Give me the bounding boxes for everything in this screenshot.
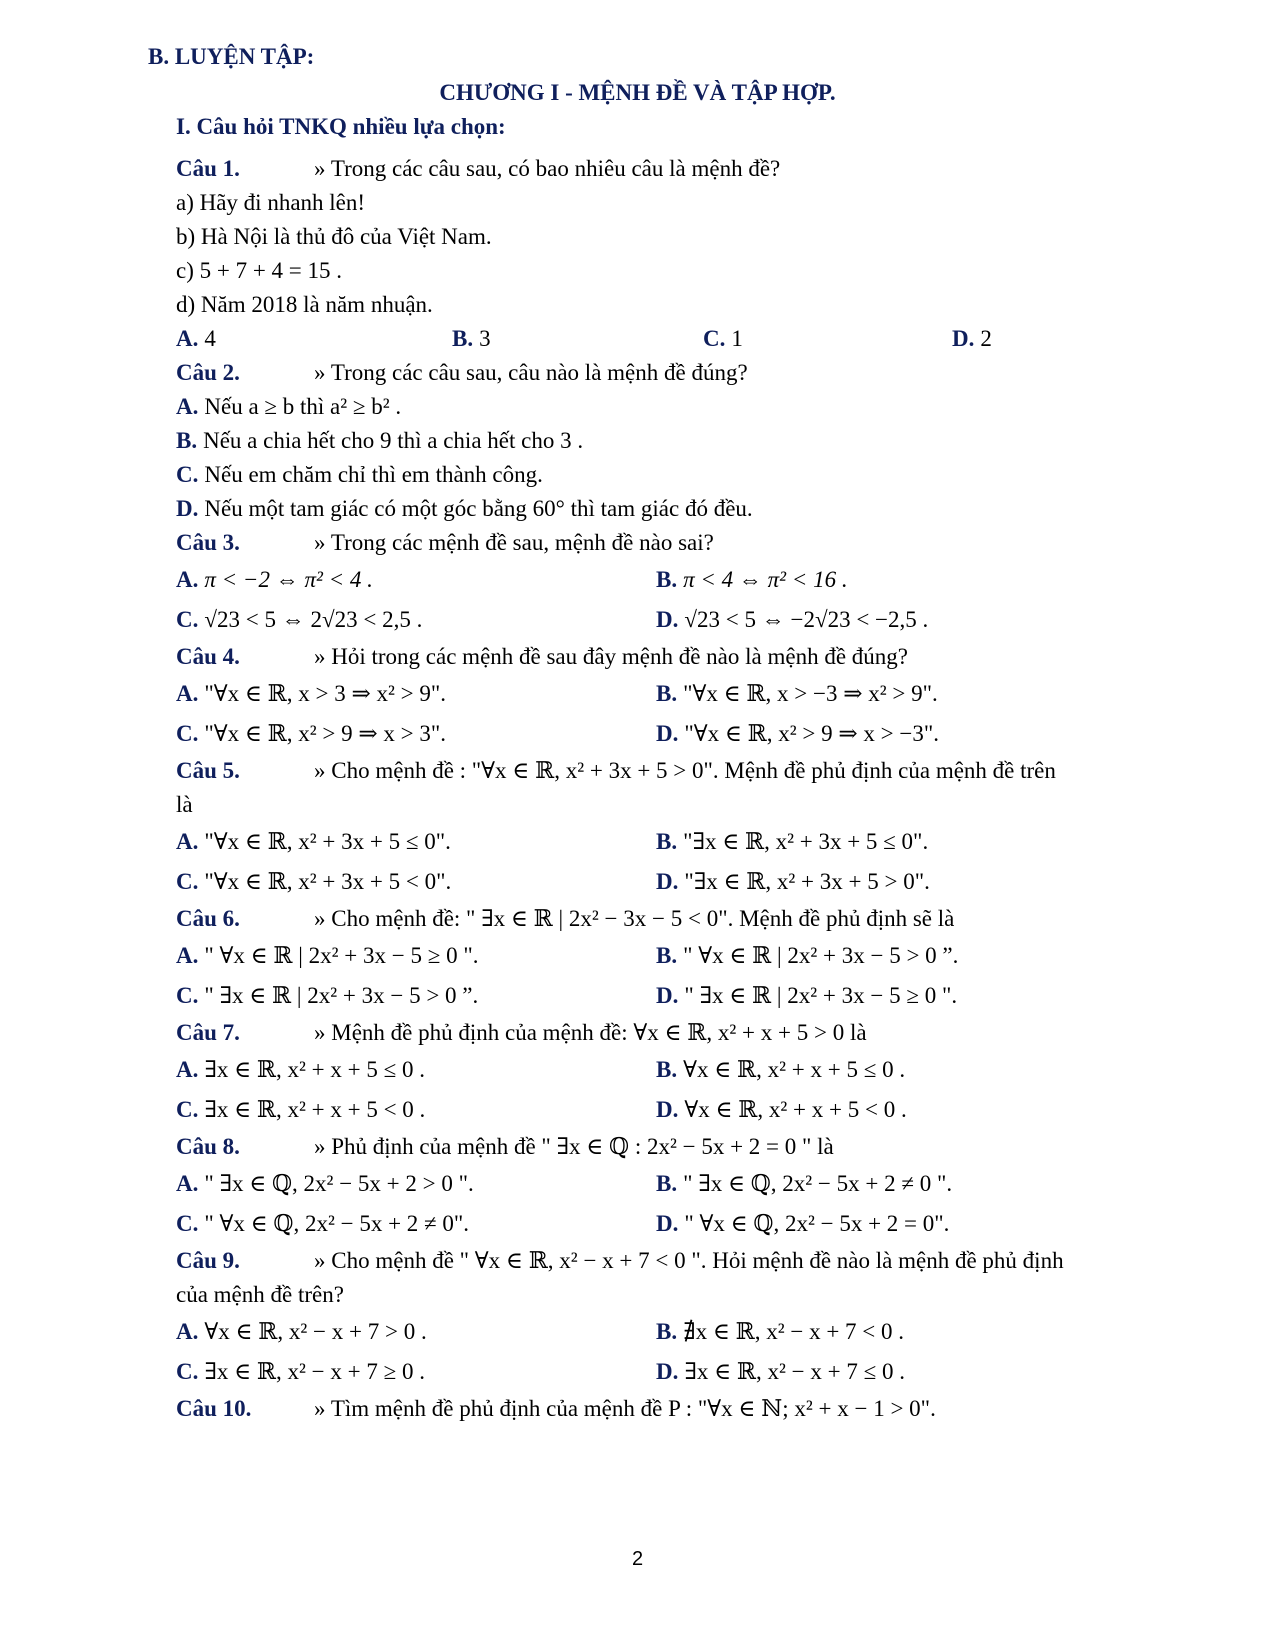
option-b	[656, 1057, 1136, 1083]
option-b	[656, 943, 1136, 969]
option-b	[656, 1171, 1136, 1197]
subsection-title: I. Câu hỏi TNKQ nhiều lựa chọn:	[176, 114, 506, 139]
question-label: Câu 5.	[176, 758, 240, 783]
option-text: " ∀x ∈ ℚ, 2x² − 5x + 2 = 0".	[684, 1211, 950, 1236]
question-3	[176, 526, 1136, 560]
option-label: B.	[176, 428, 198, 453]
option-d	[952, 326, 992, 352]
option-label: D.	[656, 1097, 679, 1122]
question-label: Câu 6.	[176, 906, 240, 931]
option-label: B.	[452, 326, 474, 351]
option-text: ∀x ∈ ℝ, x² + x + 5 ≤ 0 .	[683, 1057, 906, 1082]
option-text: " ∃x ∈ ℝ | 2x² + 3x − 5 ≥ 0 ".	[684, 983, 958, 1008]
question-text: » Tìm mệnh đề phủ định của mệnh đề P : "∀x ∈ ℕ; x² + x − 1 > 0".	[314, 1396, 936, 1421]
option-b	[656, 567, 1136, 593]
option-c	[176, 869, 656, 895]
option-a	[176, 390, 1136, 424]
option-text: "∀x ∈ ℝ, x² > 9 ⇒ x > 3".	[204, 721, 447, 746]
option-label: A.	[176, 829, 199, 854]
option-b	[656, 829, 1136, 855]
option-text: "∃x ∈ ℝ, x² + 3x + 5 > 0".	[684, 869, 930, 894]
option-label: C.	[176, 1097, 199, 1122]
option-text: "∀x ∈ ℝ, x² + 3x + 5 < 0".	[204, 869, 452, 894]
option-text: Nếu một tam giác có một góc bằng 60° thì tam giác đó đều.	[204, 496, 753, 521]
option-label: C.	[176, 721, 199, 746]
question-text: » Trong các câu sau, có bao nhiêu câu là mệnh đề?	[314, 156, 781, 181]
question-text-continuation: là	[176, 792, 193, 817]
option-d	[656, 1359, 1136, 1385]
option-label: D.	[656, 607, 679, 632]
question-10	[176, 1392, 1136, 1426]
option-label: B.	[656, 943, 678, 968]
option-text: 3	[479, 326, 491, 351]
option-label: D.	[952, 326, 975, 351]
question-label: Câu 4.	[176, 644, 240, 669]
question-text-continuation: của mệnh đề trên?	[176, 1282, 344, 1307]
option-label: D.	[656, 1359, 679, 1384]
question-text: » Trong các câu sau, câu nào là mệnh đề đúng?	[314, 360, 748, 385]
question-label: Câu 8.	[176, 1134, 240, 1159]
option-text: π < 4 ⇔ π² < 16 .	[683, 567, 848, 592]
option-label: C.	[176, 869, 199, 894]
option-label: A.	[176, 1319, 199, 1344]
option-d	[656, 1097, 1136, 1123]
option-d	[656, 983, 1136, 1009]
answer-options	[176, 1312, 1136, 1352]
question-5	[176, 754, 1136, 788]
option-d	[176, 492, 1136, 526]
option-text: Nếu a ≥ b thì a² ≥ b² .	[204, 394, 402, 419]
statement: a) Hãy đi nhanh lên!	[176, 190, 366, 215]
question-label: Câu 9.	[176, 1248, 240, 1273]
answer-options	[176, 560, 1136, 600]
option-text: "∀x ∈ ℝ, x > 3 ⇒ x² > 9".	[204, 681, 447, 706]
page-number: 2	[631, 1548, 644, 1570]
question-text: » Trong các mệnh đề sau, mệnh đề nào sai?	[314, 530, 714, 555]
question-list	[176, 152, 1136, 1426]
option-b	[656, 1319, 1136, 1345]
option-c	[176, 983, 656, 1009]
option-label: B.	[656, 681, 678, 706]
option-label: D.	[656, 869, 679, 894]
option-label: C.	[176, 462, 199, 487]
answer-options	[176, 862, 1136, 902]
option-a	[176, 943, 656, 969]
option-label: A.	[176, 394, 199, 419]
answer-options	[176, 976, 1136, 1016]
option-b	[176, 424, 1136, 458]
option-label: C.	[176, 1211, 199, 1236]
option-label: A.	[176, 326, 199, 351]
option-text: ∄x ∈ ℝ, x² − x + 7 < 0 .	[683, 1319, 905, 1344]
option-text: " ∀x ∈ ℝ | 2x² + 3x − 5 ≥ 0 ".	[204, 943, 479, 968]
question-text: » Cho mệnh đề: " ∃x ∈ ℝ | 2x² − 3x − 5 < 0". Mệnh đề phủ định sẽ là	[314, 906, 955, 931]
option-label: B.	[656, 829, 678, 854]
option-label: D.	[656, 1211, 679, 1236]
option-d	[656, 869, 1136, 895]
option-text: "∀x ∈ ℝ, x² > 9 ⇒ x > −3".	[684, 721, 940, 746]
option-label: A.	[176, 681, 199, 706]
answer-options	[176, 822, 1136, 862]
option-label: A.	[176, 943, 199, 968]
option-c	[176, 1359, 656, 1385]
option-c	[703, 326, 952, 352]
option-d	[656, 607, 1136, 633]
option-d	[656, 721, 1136, 747]
option-text: √23 < 5 ⇔ −2√23 < −2,5 .	[684, 607, 929, 632]
option-a	[176, 1319, 656, 1345]
option-label: A.	[176, 1171, 199, 1196]
question-label: Câu 1.	[176, 156, 240, 181]
option-c	[176, 1211, 656, 1237]
option-a	[176, 829, 656, 855]
question-text: » Phủ định của mệnh đề " ∃x ∈ ℚ : 2x² − 5x + 2 = 0 " là	[314, 1134, 834, 1159]
option-text: Nếu em chăm chỉ thì em thành công.	[204, 462, 543, 487]
statement: d) Năm 2018 là năm nhuận.	[176, 292, 433, 317]
option-label: C.	[176, 607, 199, 632]
answer-options	[176, 1352, 1136, 1392]
option-text: " ∀x ∈ ℚ, 2x² − 5x + 2 ≠ 0".	[204, 1211, 470, 1236]
option-c	[176, 458, 1136, 492]
option-text: " ∃x ∈ ℚ, 2x² − 5x + 2 > 0 ".	[204, 1171, 474, 1196]
question-label: Câu 7.	[176, 1020, 240, 1045]
statement: c) 5 + 7 + 4 = 15 .	[176, 258, 343, 283]
option-label: A.	[176, 1057, 199, 1082]
option-text: 2	[980, 326, 992, 351]
answer-options	[176, 1204, 1136, 1244]
option-text: " ∃x ∈ ℚ, 2x² − 5x + 2 ≠ 0 ".	[683, 1171, 953, 1196]
chapter-title: CHƯƠNG I - MỆNH ĐỀ VÀ TẬP HỢP.	[439, 80, 836, 105]
option-label: C.	[176, 983, 199, 1008]
option-label: D.	[176, 496, 199, 521]
question-label: Câu 2.	[176, 360, 240, 385]
option-a	[176, 326, 452, 352]
option-text: " ∃x ∈ ℝ | 2x² + 3x − 5 > 0 ”.	[204, 983, 479, 1008]
option-label: B.	[656, 1057, 678, 1082]
option-text: π < −2 ⇔ π² < 4 .	[204, 567, 373, 592]
option-text: "∃x ∈ ℝ, x² + 3x + 5 ≤ 0".	[683, 829, 929, 854]
answer-options	[176, 1164, 1136, 1204]
option-label: C.	[176, 1359, 199, 1384]
option-a	[176, 567, 656, 593]
option-c	[176, 607, 656, 633]
option-b	[452, 326, 703, 352]
option-label: B.	[656, 1171, 678, 1196]
option-text: 1	[731, 326, 743, 351]
question-1	[176, 152, 1136, 186]
option-text: "∀x ∈ ℝ, x > −3 ⇒ x² > 9".	[683, 681, 938, 706]
answer-options	[176, 714, 1136, 754]
statement: b) Hà Nội là thủ đô của Việt Nam.	[176, 224, 492, 249]
option-b	[656, 681, 1136, 707]
answer-options	[176, 1090, 1136, 1130]
option-c	[176, 1097, 656, 1123]
option-a	[176, 1057, 656, 1083]
answer-options	[176, 936, 1136, 976]
question-text: » Cho mệnh đề : "∀x ∈ ℝ, x² + 3x + 5 > 0". Mệnh đề phủ định của mệnh đề trên	[314, 758, 1056, 783]
question-4	[176, 640, 1136, 674]
option-a	[176, 1171, 656, 1197]
option-text: " ∀x ∈ ℝ | 2x² + 3x − 5 > 0 ”.	[683, 943, 959, 968]
answer-options	[176, 322, 1136, 356]
question-9	[176, 1244, 1136, 1278]
question-label: Câu 10.	[176, 1396, 252, 1421]
question-6	[176, 902, 1136, 936]
option-label: A.	[176, 567, 199, 592]
option-c	[176, 721, 656, 747]
option-label: B.	[656, 1319, 678, 1344]
option-label: C.	[703, 326, 726, 351]
option-text: ∀x ∈ ℝ, x² − x + 7 > 0 .	[204, 1319, 427, 1344]
option-text: 4	[204, 326, 216, 351]
option-text: Nếu a chia hết cho 9 thì a chia hết cho 3 .	[203, 428, 584, 453]
option-d	[656, 1211, 1136, 1237]
option-text: √23 < 5 ⇔ 2√23 < 2,5 .	[204, 607, 423, 632]
option-label: D.	[656, 721, 679, 746]
option-a	[176, 681, 656, 707]
option-text: ∀x ∈ ℝ, x² + x + 5 < 0 .	[684, 1097, 907, 1122]
option-text: ∃x ∈ ℝ, x² − x + 7 ≤ 0 .	[684, 1359, 905, 1384]
question-2	[176, 356, 1136, 390]
option-label: B.	[656, 567, 678, 592]
option-text: ∃x ∈ ℝ, x² + x + 5 < 0 .	[204, 1097, 426, 1122]
question-label: Câu 3.	[176, 530, 240, 555]
option-text: "∀x ∈ ℝ, x² + 3x + 5 ≤ 0".	[204, 829, 451, 854]
option-label: D.	[656, 983, 679, 1008]
section-title: B. LUYỆN TẬP:	[148, 44, 315, 69]
answer-options	[176, 674, 1136, 714]
option-text: ∃x ∈ ℝ, x² + x + 5 ≤ 0 .	[204, 1057, 425, 1082]
question-7	[176, 1016, 1136, 1050]
question-text: » Cho mệnh đề " ∀x ∈ ℝ, x² − x + 7 < 0 ". Hỏi mệnh đề nào là mệnh đề phủ định	[314, 1248, 1064, 1273]
option-text: ∃x ∈ ℝ, x² − x + 7 ≥ 0 .	[204, 1359, 425, 1384]
question-text: » Mệnh đề phủ định của mệnh đề: ∀x ∈ ℝ, x² + x + 5 > 0 là	[314, 1020, 867, 1045]
question-8	[176, 1130, 1136, 1164]
answer-options	[176, 1050, 1136, 1090]
answer-options	[176, 600, 1136, 640]
question-text: » Hỏi trong các mệnh đề sau đây mệnh đề nào là mệnh đề đúng?	[314, 644, 908, 669]
